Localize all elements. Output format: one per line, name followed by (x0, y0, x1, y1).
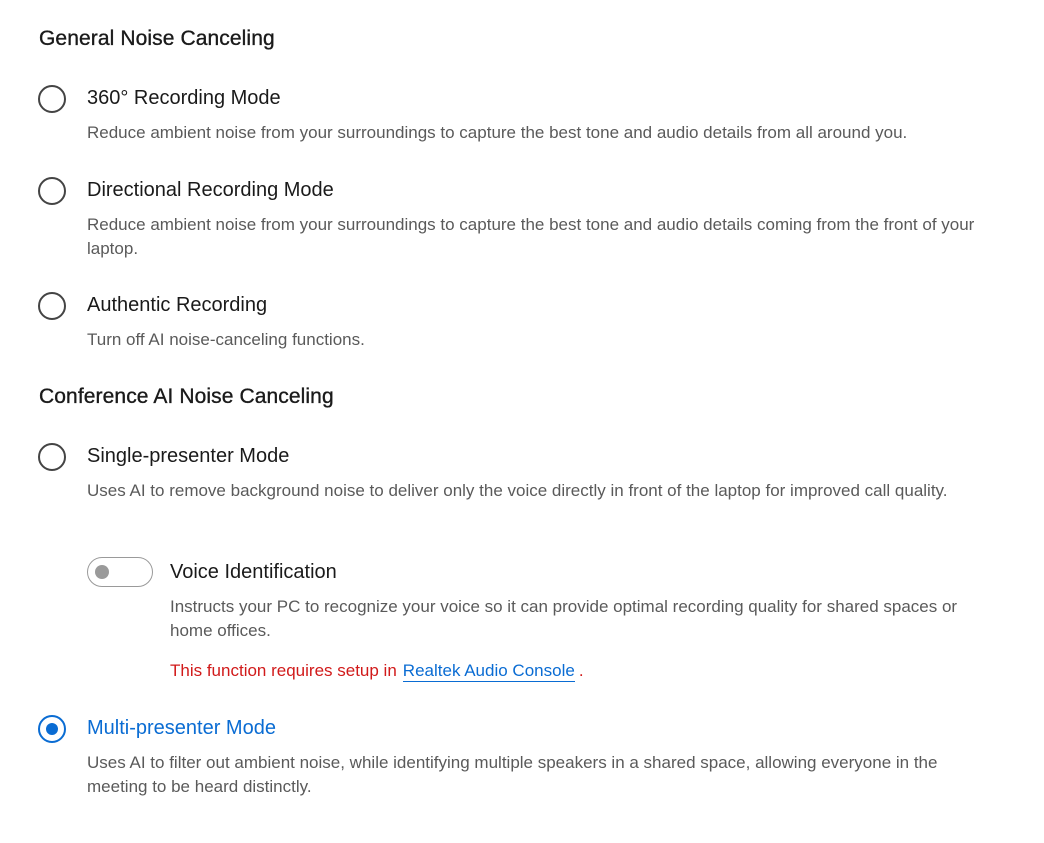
radio-360-recording-mode[interactable] (38, 85, 66, 113)
realtek-audio-console-link[interactable]: Realtek Audio Console (402, 661, 575, 680)
option-description: Reduce ambient noise from your surroundings to capture the best tone and audio details from all around you. (87, 123, 908, 142)
setup-required-warning (170, 659, 584, 683)
radio-single-presenter-mode[interactable] (38, 443, 66, 471)
conference-ai-noise-canceling-heading: Conference AI Noise Canceling (39, 385, 334, 408)
option-360-recording-mode[interactable] (38, 85, 998, 149)
radio-directional-recording-mode[interactable] (38, 177, 66, 205)
radio-selected-dot (46, 723, 58, 735)
option-directional-recording-mode[interactable] (38, 177, 998, 265)
warning-text: This function requires setup in (170, 661, 397, 680)
option-description: Uses AI to remove background noise to deliver only the voice directly in front of the laptop for improved call quality. (87, 481, 948, 500)
option-single-presenter-mode[interactable] (38, 443, 998, 531)
option-title: Single-presenter Mode (87, 445, 290, 467)
option-title: 360° Recording Mode (87, 87, 281, 109)
option-description: Turn off AI noise-canceling functions. (87, 330, 365, 349)
general-noise-canceling-heading: General Noise Canceling (39, 27, 275, 50)
voice-identification-title: Voice Identification (170, 561, 337, 583)
radio-authentic-recording[interactable] (38, 292, 66, 320)
voice-identification-description: Instructs your PC to recognize your voice so it can provide optimal recording quality for shared spaces or home offices. (170, 597, 958, 640)
option-description: Uses AI to filter out ambient noise, while identifying multiple speakers in a shared space, allowing everyone in the meeting to be heard distinctly. (87, 753, 938, 796)
option-title: Authentic Recording (87, 294, 268, 316)
option-title: Directional Recording Mode (87, 179, 334, 201)
option-title: Multi-presenter Mode (87, 717, 276, 739)
voice-identification-toggle[interactable] (87, 557, 153, 587)
option-authentic-recording[interactable] (38, 292, 998, 356)
warning-period: . (578, 661, 584, 680)
radio-multi-presenter-mode[interactable] (38, 715, 66, 743)
option-multi-presenter-mode[interactable] (38, 715, 998, 803)
toggle-knob (95, 565, 109, 579)
option-description: Reduce ambient noise from your surroundings to capture the best tone and audio details coming from the front of your laptop. (87, 215, 975, 258)
